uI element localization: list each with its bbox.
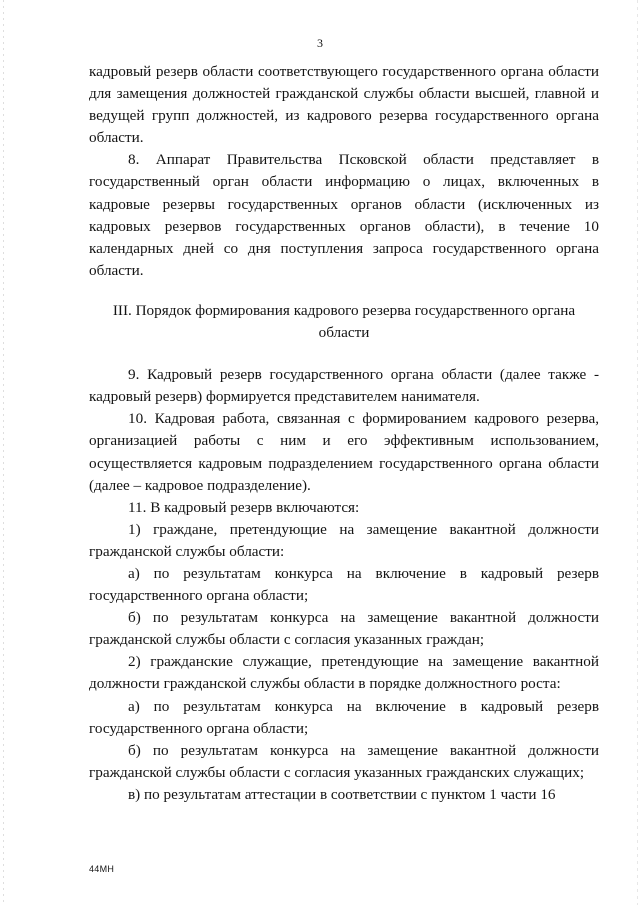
paragraph-9: 9. Кадровый резерв государственного органа области (далее также - кадровый резерв) формируется представителем нанимателя.: [89, 366, 599, 406]
paragraph-11-item-2v: в) по результатам аттестации в соответствии с пунктом 1 части 16: [128, 785, 556, 803]
paragraph-11-item-1: 1) граждане, претендующие на замещение вакантной должности гражданской службы области:: [89, 520, 599, 560]
paragraph-11-item-2a: а) по результатам конкурса на включение в кадровый резерв государственного органа области;: [89, 697, 599, 737]
section-heading: [89, 300, 599, 344]
paragraph-8: 8. Аппарат Правительства Псковской области представляет в государственный орган области информацию о лицах, включенных в кадровые резервы государственных органов области (исключенных из кадровых резервов государственных органов области), в течение 10 календарных дней со дня поступления запроса государственного органа области.: [89, 151, 599, 279]
paragraph-11-item-1a: а) по результатам конкурса на включение в кадровый резерв государственного органа области;: [89, 564, 599, 605]
paragraph-11-item-2: 2) гражданские служащие, претендующие на замещение вакантной должности гражданской службы области в порядке должностного роста:: [89, 653, 599, 693]
scan-edge-right: [637, 0, 638, 905]
page-number: 3: [317, 36, 323, 50]
document-body: [89, 61, 599, 806]
paragraph-10: 10. Кадровая работа, связанная с формированием кадрового резерва, организацией работы с ним и его эффективным использованием, осуществляется кадровым подразделением государственного органа области (далее – кадровое подразделение).: [89, 410, 599, 494]
footer-code: 44МН: [89, 864, 115, 874]
section-heading-line-2: области: [318, 324, 370, 342]
paragraph-11-item-2b: б) по результатам конкурса на замещение вакантной должности гражданской службы области с согласия указанных гражданских служащих;: [89, 741, 599, 781]
paragraph-continuation: кадровый резерв области соответствующего государственного органа области для замещения должностей гражданской службы области высшей, главной и ведущей групп должностей, из кадрового резерва государственного органа области.: [89, 63, 599, 147]
paragraph-11: 11. В кадровый резерв включаются:: [128, 498, 360, 516]
scan-edge-left: [3, 0, 4, 905]
section-heading-line-1: III. Порядок формирования кадрового резерва государственного органа: [112, 301, 576, 319]
paragraph-11-item-1b: б) по результатам конкурса на замещение вакантной должности гражданской службы области с согласия указанных граждан;: [89, 609, 599, 649]
